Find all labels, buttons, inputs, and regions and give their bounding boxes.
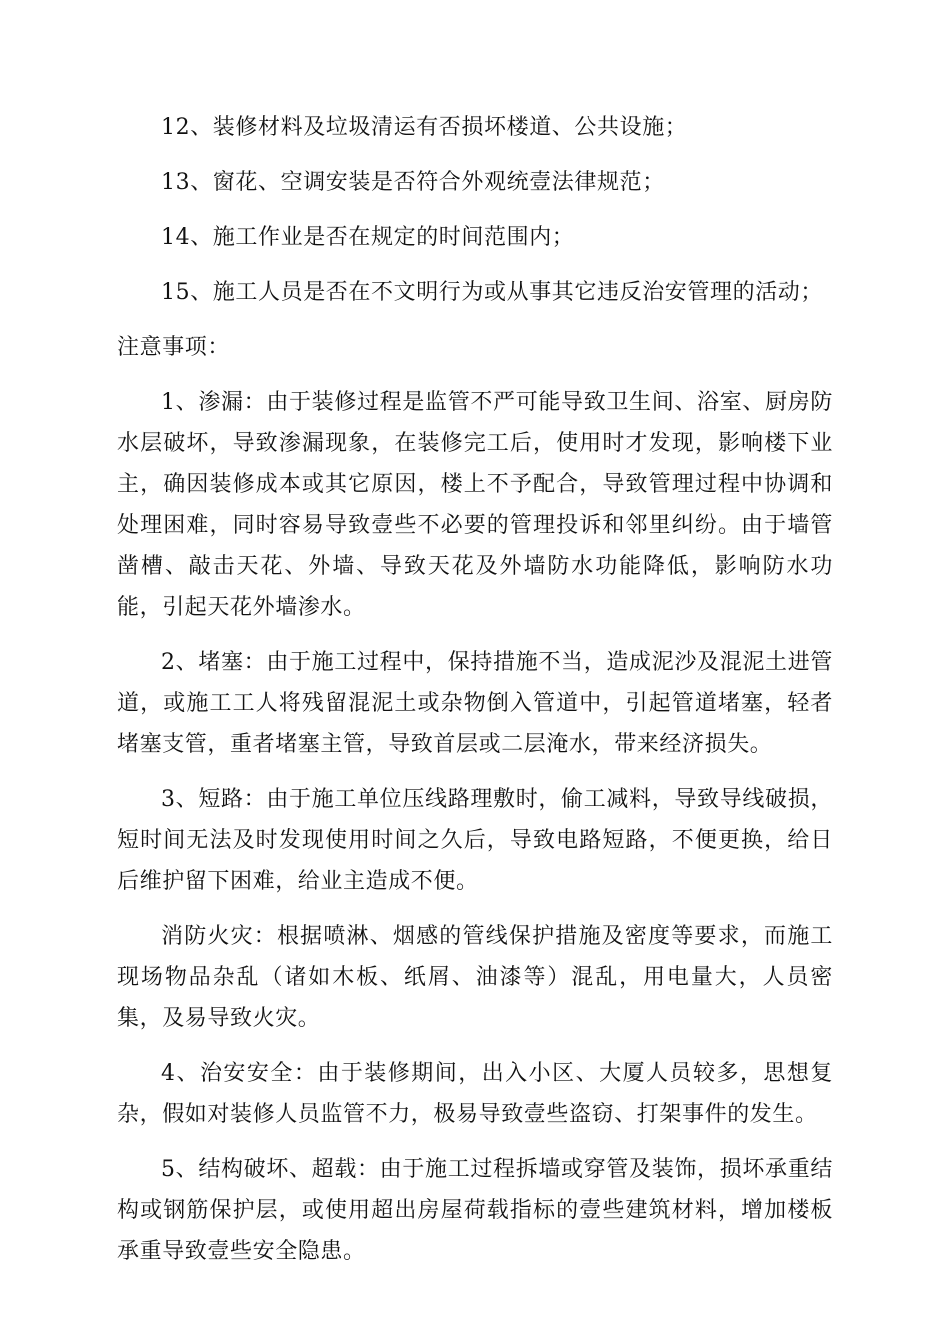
note-short-circuit: 3、短路：由于施工单位压线路理敷时，偷工减料，导致导线破损，短时间无法及时发现使用时间之久后，导致电路短路，不便更换，给日后维护留下困难，给业主造成不便。 <box>117 787 833 894</box>
note-leakage: 1、渗漏：由于装修过程是监管不严可能导致卫生间、浴室、厨房防水层破坏，导致渗漏现象，在装修完工后，使用时才发现，影响楼下业主，确因装修成本或其它原因，楼上不予配合，导致管理过程中协调和处理困难，同时容易导致壹些不必要的管理投诉和邻里纠纷。由于墙管凿槽、敲击天花、外墙、导致天花及外墙防水功能降低，影响防水功能，引起天花外墙渗水。 <box>117 390 833 620</box>
checklist-item-14: 14、施工作业是否在规定的时间范围内； <box>161 225 575 250</box>
note-fire: 消防火灾：根据喷淋、烟感的管线保护措施及密度等要求，而施工现场物品杂乱（诸如木板、纸屑、油漆等）混乱，用电量大，人员密集，及易导致火灾。 <box>117 924 833 1031</box>
checklist-item-13: 13、窗花、空调安装是否符合外观统壹法律规范； <box>161 170 665 195</box>
note-structure-overload: 5、结构破坏、超载：由于施工过程拆墙或穿管及装饰，损坏承重结构或钢筋保护层，或使用超出房屋荷载指标的壹些建筑材料，增加楼板承重导致壹些安全隐患。 <box>117 1157 833 1264</box>
note-blockage: 2、堵塞：由于施工过程中，保持措施不当，造成泥沙及混泥土进管道，或施工工人将残留混泥土或杂物倒入管道中，引起管道堵塞，轻者堵塞支管，重者堵塞主管，导致首层或二层淹水，带来经济损失。 <box>117 650 833 757</box>
checklist-item-15: 15、施工人员是否在不文明行为或从事其它违反治安管理的活动； <box>161 280 823 305</box>
note-security: 4、治安安全：由于装修期间，出入小区、大厦人员较多，思想复杂，假如对装修人员监管不力，极易导致壹些盗窃、打架事件的发生。 <box>117 1061 833 1127</box>
checklist-item-12: 12、装修材料及垃圾清运有否损坏楼道、公共设施； <box>161 115 688 140</box>
notes-heading: 注意事项： <box>117 335 231 360</box>
document-body <box>117 107 833 1286</box>
